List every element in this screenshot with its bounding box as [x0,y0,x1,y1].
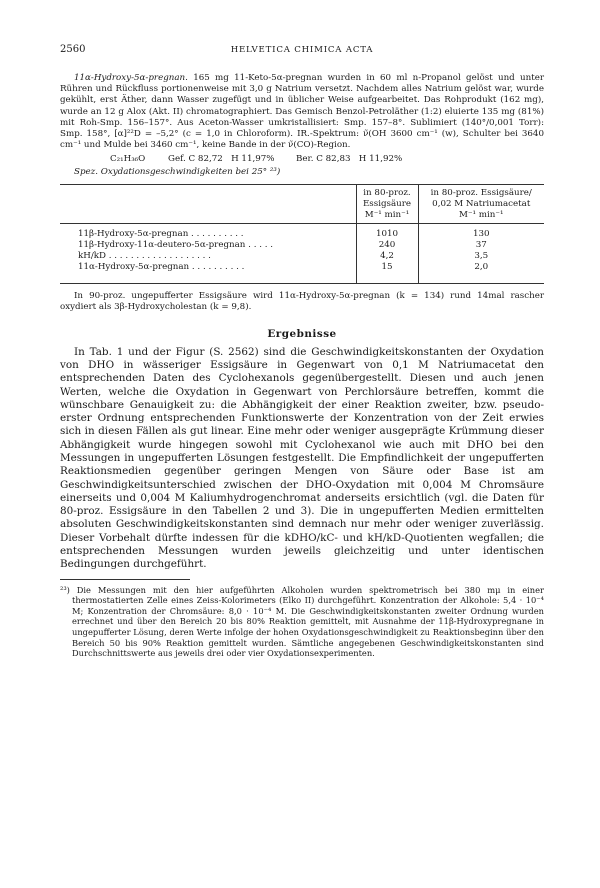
header-line: in 80-proz. Essigsäure/ [430,188,532,199]
journal-title: HELVETICA CHIMICA ACTA [230,45,374,55]
row-label: 11β-Hydroxy-11α-deutero-5α-pregnan . . . . . [78,240,274,251]
table-header-empty [60,185,356,224]
header-line: 0,02 M Natriumacetat [432,199,531,210]
row-value-acetic: 240 [356,240,418,251]
row-value-acetic: 15 [356,262,418,284]
row-value-buffered: 2,0 [418,262,544,284]
analysis-found: Gef. C 82,72 H 11,97% [168,154,275,165]
running-header [60,44,544,60]
experimental-section [60,73,544,151]
table-header-row [60,185,544,224]
header-line: in 80-proz. [363,188,411,199]
row-value-acetic: 1010 [356,224,418,241]
table-header-acetic-acid [356,185,418,224]
table-title: Spez. Oxydationsgeschwindigkeiten bei 25° ²³) [74,167,281,178]
row-value-acetic: 4,2 [356,251,418,262]
compound-title: 11α-Hydroxy-5α-pregnan. [74,73,188,83]
header-line: M⁻¹ min⁻¹ [459,209,504,220]
page-number: 2560 [60,44,86,55]
molecular-formula: C₂₁H₃₆O [110,154,146,165]
page [60,44,544,659]
table-row [60,224,544,241]
table-header-sodium-acetate [418,185,544,224]
row-label: 11α-Hydroxy-5α-pregnan . . . . . . . . . . [60,262,356,284]
row-value-buffered: 37 [418,240,544,251]
elemental-analysis [60,153,544,165]
row-label: kH/kD . . . . . . . . . . . . . . . . . . . [78,251,211,262]
header-line: M⁻¹ min⁻¹ [364,209,410,220]
table-row [60,251,544,262]
table-note: In 90-proz. ungepufferter Essigsäure wird 11α-Hydroxy-5α-pregnan (k = 134) rund 14mal rascher oxydiert als 3β-Hydroxycholestan (k = 9,8). [60,291,544,313]
table-row [60,240,544,251]
rate-table [60,184,544,284]
experimental-paragraph [60,73,544,151]
section-title: Ergebnisse [267,327,337,340]
table-row [60,262,544,284]
experimental-text: 165 mg 11-Keto-5α-pregnan wurden in 60 ml n-Propanol gelöst und unter Rühren und Rückfluss portionenweise mit 3,0 g Natrium versetzt. Nachdem alles Natrium gelöst war, wurde gekühlt, erst Äther, dann Wasser zugefügt und in üblicher Weise aufgearbeitet. Das Rohprodukt (162 mg), wurde an 12 g Alox (Akt. II) chromatographiert. Das Gemisch Benzol-Petroläther (1:2) eluierte 135 mg (81%) mit Roh-Smp. 156–157°. Aus Aceton-Wasser umkristallisiert: Smp. 157–8°. Sublimiert (140°/0,001 Torr): Smp. 158°, [α]²²D = –5,2° (c = 1,0 in Chloroform). IR.-Spektrum: ν̃(OH 3600 cm⁻¹ (w), Schulter bei 3640 cm⁻¹ und Mulde bei 3460 cm⁻¹, keine Bande in der ν̃(CO)-Region. [60,73,544,151]
header-line: Essigsäure [362,199,412,210]
analysis-calculated: Ber. C 82,83 H 11,92% [296,154,403,165]
results-paragraph: In Tab. 1 und der Figur (S. 2562) sind die Geschwindigkeitskonstanten der Oxydation von DHO in wässeriger Essigsäure in Gegenwart von 0,1 M Natriumacetat den entsprechenden Daten des Cyclohexanols gegenübergestellt. Diesen und auch jenen Werten, welche die Oxydation in Gegenwart von Perchlorsäure betreffen, kommt die wünschbare Genauigkeit zu: die Abhängigkeit der einer Reaktion zweiter, bzw. pseudo-erster Ordnung entsprechenden Funktionswerte der Konzentration von der Zeit erwies sich in diesen Fällen als gut linear. Eine mehr oder weniger ausgeprägte Krümmung dieser Abhängigkeit wurde hingegen sowohl mit Cyclohexanol wie auch mit DHO bei den Messungen in ungepufferten Lösungen festgestellt. Die Empfindlichkeit der ungepufferten Reaktionsmedien gegenüber geringen Mengen von Säure oder Base ist am Geschwindigkeitsunterschied zwischen der DHO-Oxydation mit 0,004 M Chromsäure einerseits und 0,004 M Kaliumhydrogenchromat anderseits ersichtlich (vgl. die Daten für 80-proz. Essigsäure in den Tabellen 2 und 3). Die in ungepufferten Medien ermittelten absoluten Geschwindigkeitskonstanten sind demnach nur mehr oder weniger zuverlässig. Dieser Vorbehalt dürfte indessen für die kDHO/kC- und kH/kD-Quotienten wegfallen; die entsprechenden Messungen wurden jeweils gleichzeitig und unter identischen Bedingungen durchgeführt. [60,345,544,571]
row-value-buffered: 3,5 [418,251,544,262]
row-value-buffered: 130 [418,224,544,241]
row-label: 11β-Hydroxy-5α-pregnan . . . . . . . . . . [78,229,244,240]
footnote-rule [60,579,190,580]
footnote: ²³) Die Messungen mit den hier aufgeführten Alkoholen wurden spektrometrisch bei 380 mμ in einer thermostatierten Zelle eines Zeiss-Kolorimeters (Elko II) durchgeführt. Konzentration der Alkohole: 5,4 · 10⁻⁴ M; Konzentration der Chromsäure: 8,0 · 10⁻⁴ M. Die Geschwindigkeitskonstanten zweiter Ordnung wurden errechnet und über den Bereich 20 bis 80% Reaktion gemittelt, mit Ausnahme der 11β-Hydroxypregnane in ungepufferter Lösung, deren Werte infolge der hohen Oxydationsgeschwindigkeit zu Reaktionsbeginn über den Bereich 50 bis 90% Reaktion gemittelt wurden. Sämtliche angegebenen Geschwindigkeitskonstanten sind Durchschnittswerte aus jeweils drei oder vier Oxydationsexperimenten. [60,584,544,659]
